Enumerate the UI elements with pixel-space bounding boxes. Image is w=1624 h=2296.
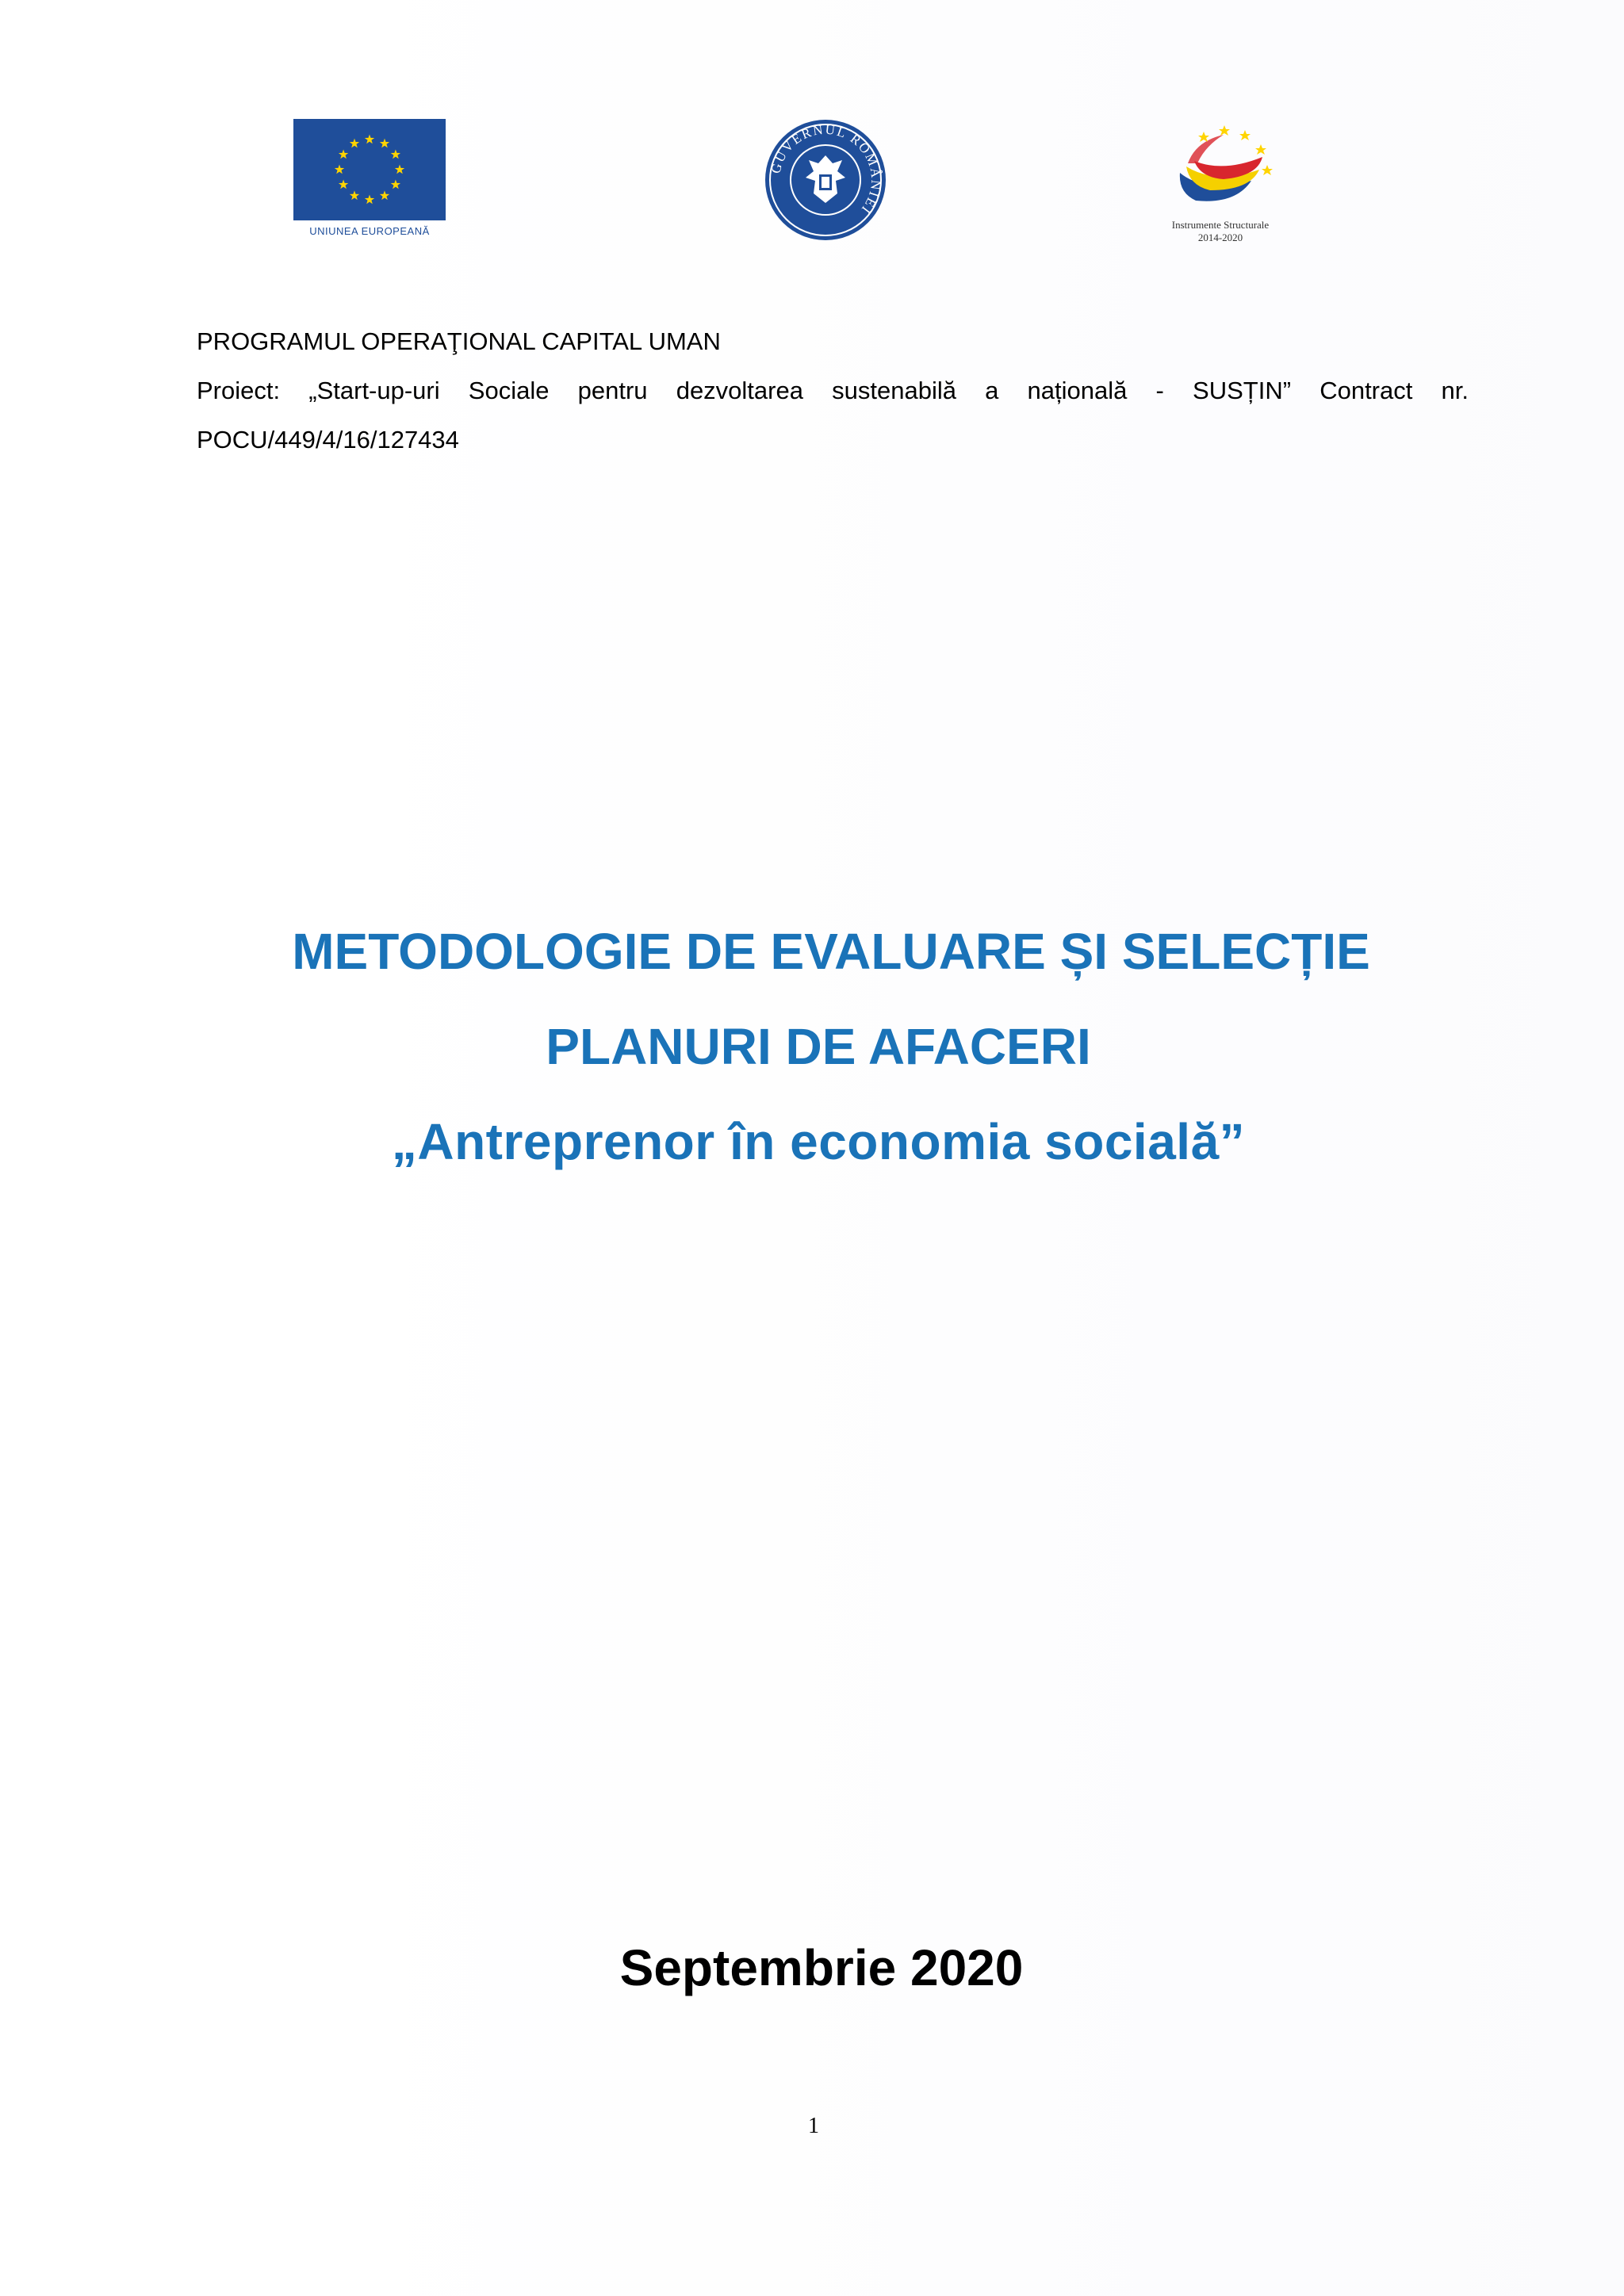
program-header — [197, 317, 1469, 465]
title-line-1: METODOLOGIE DE EVALUARE ȘI SELECȚIE — [292, 923, 1370, 980]
structural-instruments-caption — [1148, 219, 1293, 244]
structural-instruments-emblem-icon — [1148, 117, 1293, 216]
document-title — [0, 904, 1624, 1189]
structural-instruments-caption-line2: 2014-2020 — [1197, 232, 1243, 243]
title-line-2: PLANURI DE AFACERI — [546, 1018, 1091, 1075]
government-seal-text: GUVERNUL ROMÂNIEI — [768, 121, 884, 218]
structural-instruments-logo — [1148, 117, 1293, 257]
title-line-3: „Antreprenor în economia socială” — [391, 1113, 1246, 1170]
government-seal-icon — [763, 117, 888, 243]
page-number: 1 — [808, 2114, 819, 2138]
contract-number: POCU/449/4/16/127434 — [197, 426, 459, 453]
eu-logo — [293, 119, 446, 246]
eu-logo-caption: UNIUNEA EUROPEANĂ — [309, 225, 430, 237]
government-logo — [763, 117, 888, 243]
program-name: PROGRAMUL OPERAŢIONAL CAPITAL UMAN — [197, 327, 721, 355]
document-date: Septembrie 2020 — [619, 1939, 1024, 1996]
structural-instruments-caption-line1: Instrumente Structurale — [1171, 219, 1270, 231]
project-line: Proiect: „Start-up-uri Sociale pentru dezvoltarea sustenabilă a națională - SUSȚIN” Contract nr. — [197, 377, 1469, 404]
eu-flag-icon — [293, 119, 446, 220]
